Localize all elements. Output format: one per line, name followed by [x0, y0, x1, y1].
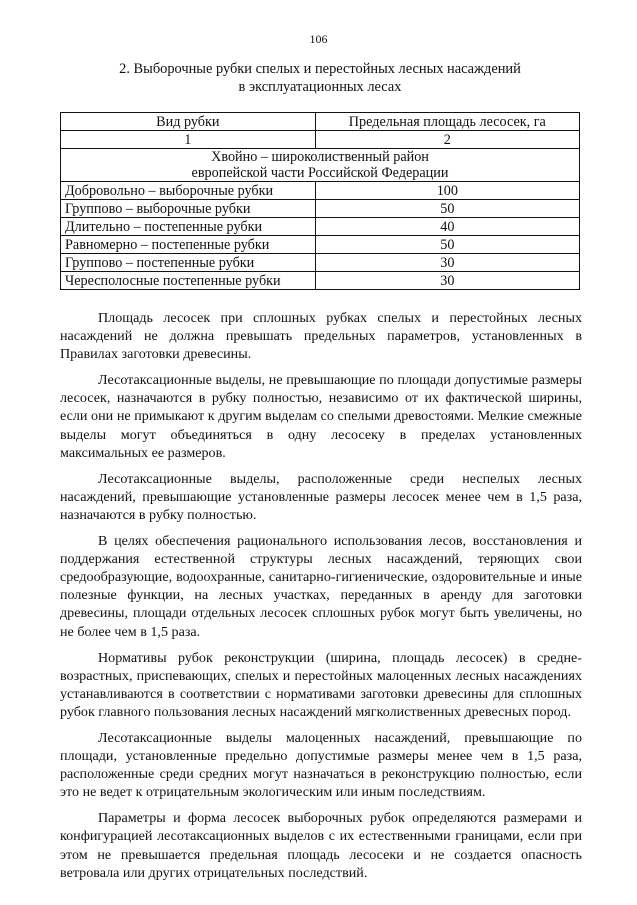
- paragraph: Лесотаксационные выделы малоценных насаждений, превышающие по площади, установленные предельно допустимые размеры менее чем в 1,5 раза, расположенные среди средних могут назначаться в реконструкцию полностью, если это не ведет к отрицательным экологическим или иным последствиям.: [60, 729, 582, 801]
- table-region-row: [61, 149, 580, 182]
- paragraph: Нормативы рубок реконструкции (ширина, площадь лесосек) в средне-возрастных, приспевающих, спелых и перестойных малоценных лесных насаждениях устанавливаются в соответствии с нормативами заготовки древесины для сплошных рубок главного пользования лесных насаждений мягколиственных древесных пород.: [60, 649, 582, 720]
- max-area-cell: 100: [315, 182, 579, 200]
- column-number-1: 1: [61, 131, 316, 149]
- max-area-cell: 50: [315, 200, 579, 218]
- paragraph: Параметры и форма лесосек выборочных рубок определяются размерами и конфигурацией лесотаксационных выделов с их естественными границами, если при этом не превышается предельная площадь лесосеки и не создается опасность ветровала или других отрицательных последствий.: [60, 810, 582, 881]
- paragraph: Площадь лесосек при сплошных рубках спелых и перестойных лесных насаждений не должна превышать предельных параметров, установленных в Правилах заготовки древесины.: [60, 310, 582, 363]
- table-row: [61, 218, 580, 236]
- max-area-cell: 30: [315, 272, 579, 290]
- paragraph: Лесотаксационные выделы, расположенные среди неспелых лесных насаждений, превышающие установленные размеры лесосек менее чем в 1,5 раза, назначаются в рубку полностью.: [60, 470, 582, 523]
- cut-type-cell: Добровольно – выборочные рубки: [61, 182, 316, 200]
- cut-type-cell: Чересполосные постепенные рубки: [61, 272, 316, 290]
- body-text: [60, 309, 582, 890]
- table-row: [61, 236, 580, 254]
- table-header-row: [61, 113, 580, 131]
- cut-type-cell: Группово – постепенные рубки: [61, 254, 316, 272]
- table-row: [61, 272, 580, 290]
- section-title-line-2: в эксплуатационных лесах: [238, 79, 402, 95]
- max-area-cell: 40: [315, 218, 579, 236]
- cut-type-cell: Равномерно – постепенные рубки: [61, 236, 316, 254]
- table-row: [61, 200, 580, 218]
- cutting-area-table: [60, 112, 580, 290]
- paragraph: В целях обеспечения рационального использования лесов, восстановления и поддержания естественной структуры лесных насаждений, теряющих свои средообразующие, водоохранные, санитарно-гигиенические, оздоровительные и иные полезные функции, на лесных участках, переданных в аренду для заготовки древесины, площади отдельных лесосек сплошных рубок могут быть увеличены, но не более чем в 1,5 раза.: [60, 533, 582, 640]
- section-title-line-1: 2. Выборочные рубки спелых и перестойных лесных насаждений: [119, 61, 521, 77]
- cut-type-cell: Группово – выборочные рубки: [61, 200, 316, 218]
- table-row: [61, 182, 580, 200]
- column-number-2: 2: [315, 131, 579, 149]
- section-title: [60, 60, 580, 96]
- table-row: [61, 254, 580, 272]
- paragraph: Лесотаксационные выделы, не превышающие по площади допустимые размеры лесосек, назначаются в рубку полностью, независимо от их фактической ширины, если они не примыкают к другим выделам со спелыми древостоями. Мелкие смежные выделы могут объединяться в одну лесосеку в пределах установленных максимальных ее размеров.: [60, 372, 582, 461]
- region-cell: [61, 149, 580, 182]
- header-cut-type: Вид рубки: [61, 113, 316, 131]
- max-area-cell: 30: [315, 254, 579, 272]
- header-max-area: Предельная площадь лесосек, га: [315, 113, 579, 131]
- table-column-number-row: [61, 131, 580, 149]
- region-line-2: европейской части Российской Федерации: [191, 165, 449, 181]
- region-line-1: Хвойно – широколиственный район: [211, 149, 429, 165]
- max-area-cell: 50: [315, 236, 579, 254]
- cut-type-cell: Длительно – постепенные рубки: [61, 218, 316, 236]
- page-number: 106: [309, 32, 328, 46]
